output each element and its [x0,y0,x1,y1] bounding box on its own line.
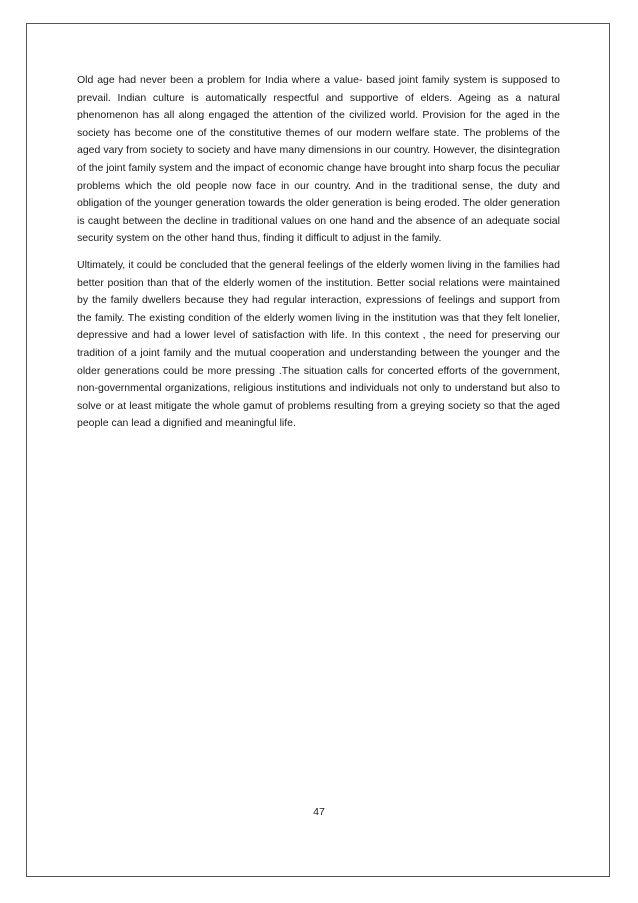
paragraph-2: Ultimately, it could be concluded that the general feelings of the elderly women living in the families had better position than that of the elderly women of the institution. Better social relations were maintained by the family dwellers because they had regular interaction, expressions of feelings and support from the family. The existing condition of the elderly women living in the institution was that they felt lonelier, depressive and had a lower level of satisfaction with life. In this context , the need for preserving our tradition of a joint family and the mutual cooperation and understanding between the younger and the older generations could be more pressing .The situation calls for concerted efforts of the government, non-governmental organizations, religious institutions and individuals not only to understand but also to solve or at least mitigate the whole gamut of problems resulting from a greying society so that the aged people can lead a dignified and meaningful life. [77,258,560,430]
paragraph-1: Old age had never been a problem for India where a value- based joint family system is supposed to prevail. Indian culture is automatically respectful and supportive of elders. Ageing as a natural phenomenon has all along engaged the attention of the civilized world. Provision for the aged in the society has become one of the constitutive themes of our modern welfare state. The problems of the aged vary from society to society and have many dimensions in our country. However, the disintegration of the joint family system and the impact of economic change have brought into sharp focus the peculiar problems which the old people now face in our country. And in the traditional sense, the duty and obligation of the younger generation towards the older generation is being eroded. The older generation is caught between the decline in traditional values on one hand and the absence of an adequate social security system on the other hand thus, finding it difficult to adjust in the family. [77,74,560,245]
document-body [77,72,560,442]
page-number: 47 [313,806,325,818]
